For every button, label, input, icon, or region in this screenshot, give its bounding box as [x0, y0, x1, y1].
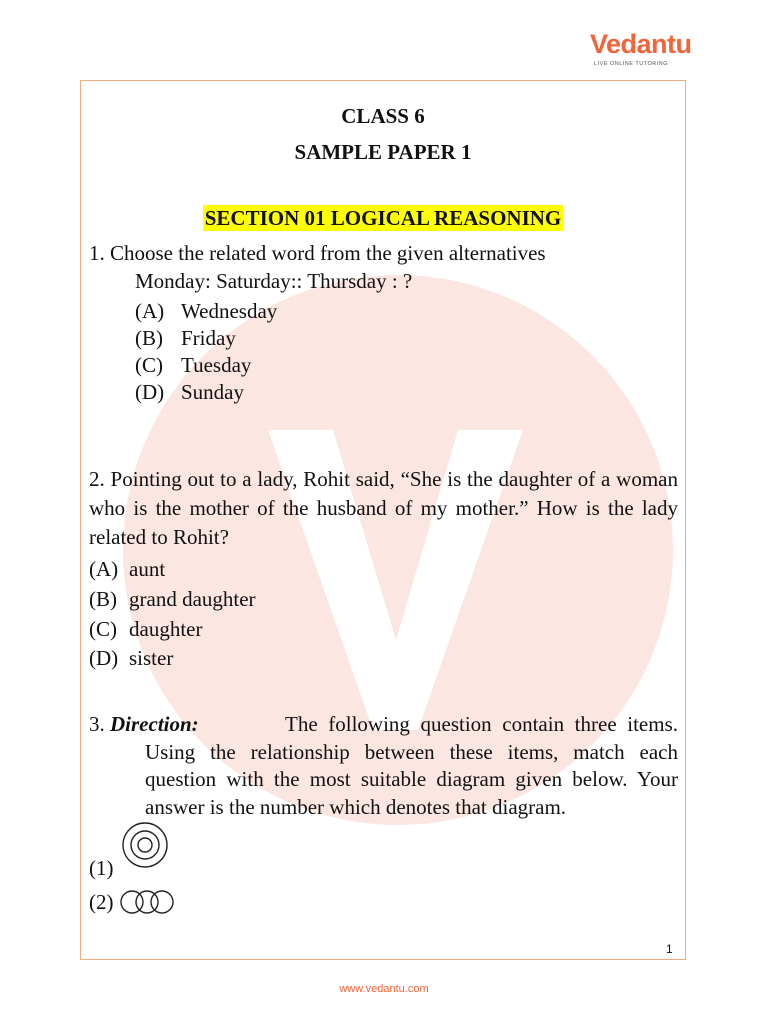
option-text: Friday [181, 326, 236, 350]
q1-option-d [135, 379, 244, 405]
footer-url[interactable]: www.vedantu.com [339, 983, 429, 995]
q1-option-c [135, 352, 251, 378]
option-text: grand daughter [129, 587, 256, 611]
option-letter: (C) [135, 353, 163, 377]
paper-title: SAMPLE PAPER 1 [294, 140, 472, 164]
class-title: CLASS 6 [341, 104, 425, 128]
page-number: 1 [666, 942, 673, 956]
question-1-text: 1. Choose the related word from the given alternatives [89, 241, 546, 265]
concentric-circles-diagram [120, 820, 170, 870]
vedantu-logo [590, 28, 700, 74]
q3-number: 3. [89, 712, 105, 736]
option-letter: (B) [89, 587, 117, 611]
option-text: daughter [129, 617, 203, 641]
logo-tagline: LIVE ONLINE TUTORING [594, 61, 668, 67]
section-title: SECTION 01 LOGICAL REASONING [204, 206, 562, 230]
option-letter: (D) [135, 380, 165, 404]
section-heading [80, 205, 686, 231]
question-1-prompt: Monday: Saturday:: Thursday : ? [135, 269, 413, 293]
option-text: Tuesday [181, 353, 252, 377]
q1-option-a [135, 298, 277, 324]
option-text: Sunday [181, 380, 244, 404]
option-letter: (D) [89, 646, 119, 670]
option-letter: (B) [135, 326, 163, 350]
q3-direction-text: The following question contain three items. Using the relationship between these items, match each question with the most suitable diagram given below. Your answer is the number which denotes that diagram. [145, 712, 678, 819]
q1-option-b [135, 325, 236, 351]
question-2-text: 2. Pointing out to a lady, Rohit said, “She is the daughter of a woman who is the mother of the husband of my mother.” How is the lady related to Rohit? [89, 467, 678, 549]
option-letter: (A) [89, 557, 119, 581]
q2-option-c [89, 616, 202, 642]
q2-option-a [89, 556, 165, 582]
diagram-2-label: (2) [89, 890, 114, 914]
option-text: aunt [129, 557, 166, 581]
diagram-1-label: (1) [89, 856, 114, 880]
q2-option-b [89, 586, 256, 612]
option-text: Wednesday [181, 299, 278, 323]
chain-circles-diagram [117, 888, 177, 916]
option-text: sister [129, 646, 174, 670]
q2-option-d [89, 645, 173, 671]
logo-wordmark: Vedantu [590, 29, 692, 59]
question-3-text [89, 711, 678, 821]
option-letter: (C) [89, 617, 117, 641]
q3-direction-label: Direction: [110, 712, 199, 736]
option-letter: (A) [135, 299, 165, 323]
